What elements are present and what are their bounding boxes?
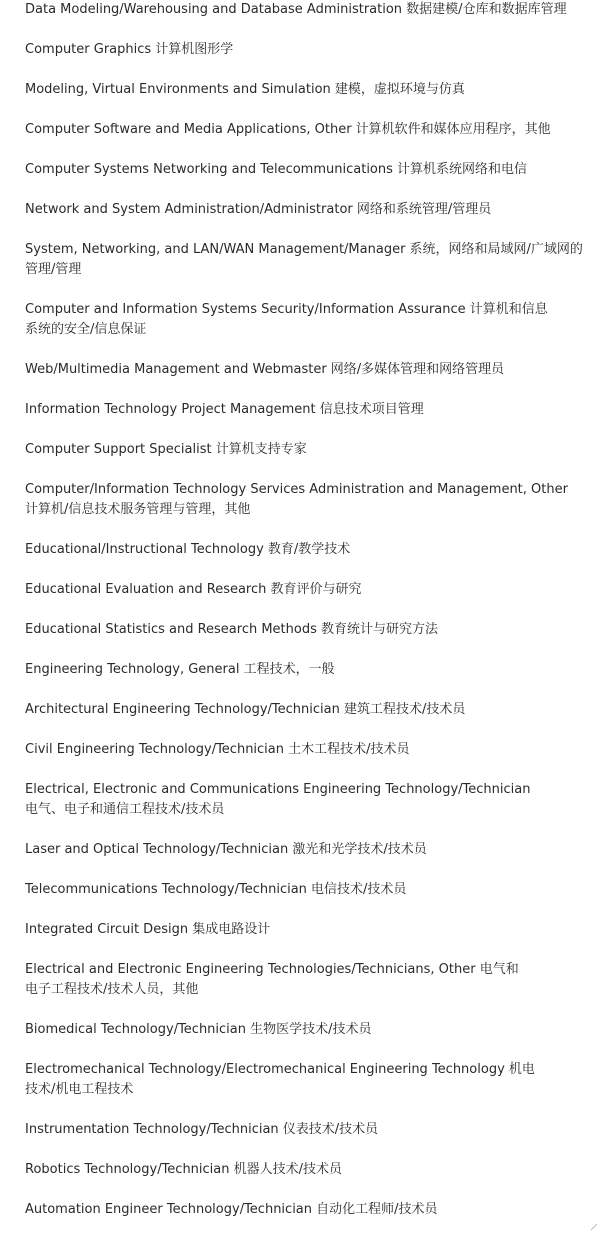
list-item bbox=[25, 120, 597, 140]
list-item bbox=[25, 300, 597, 340]
list-item-line: Architectural Engineering Technology/Technician 建筑工程技术/技术员 bbox=[25, 702, 466, 717]
list-item-line: Engineering Technology, General 工程技术，一般 bbox=[25, 662, 335, 677]
list-item bbox=[25, 440, 597, 460]
list-item-line: Educational Statistics and Research Methods 教育统计与研究方法 bbox=[25, 622, 439, 637]
list-item-line: Data Modeling/Warehousing and Database Administration 数据建模/仓库和数据库管理 bbox=[25, 2, 567, 17]
list-item bbox=[25, 400, 597, 420]
list-item bbox=[25, 1200, 597, 1220]
list-item-line: Electrical and Electronic Engineering Technologies/Technicians, Other 电气和 bbox=[25, 962, 519, 977]
list-item bbox=[25, 1120, 597, 1140]
list-item-line: Electromechanical Technology/Electromechanical Engineering Technology 机电 bbox=[25, 1062, 535, 1077]
list-item-line: Network and System Administration/Administrator 网络和系统管理/管理员 bbox=[25, 202, 492, 217]
list-item bbox=[25, 40, 597, 60]
list-item bbox=[25, 0, 597, 20]
list-item bbox=[25, 200, 597, 220]
list-item-line: Laser and Optical Technology/Technician 激光和光学技术/技术员 bbox=[25, 842, 427, 857]
list-item-line: Robotics Technology/Technician 机器人技术/技术员 bbox=[25, 1162, 343, 1177]
list-item-line: Educational Evaluation and Research 教育评价与研究 bbox=[25, 582, 362, 597]
list-item-line: Electrical, Electronic and Communications Engineering Technology/Technician bbox=[25, 782, 531, 797]
list-item bbox=[25, 740, 597, 760]
list-item bbox=[25, 780, 597, 820]
list-item bbox=[25, 1160, 597, 1180]
list-item-line: Information Technology Project Management 信息技术项目管理 bbox=[25, 402, 424, 417]
list-item-line: Computer Support Specialist 计算机支持专家 bbox=[25, 442, 307, 457]
list-item-line: 电气、电子和通信工程技术/技术员 bbox=[25, 802, 225, 817]
resize-grip-icon bbox=[590, 1223, 598, 1231]
list-item-line: 计算机/信息技术服务管理与管理，其他 bbox=[25, 502, 251, 517]
list-item-line: 管理/管理 bbox=[25, 262, 82, 277]
list-item-line: Computer Graphics 计算机图形学 bbox=[25, 42, 234, 57]
list-item bbox=[25, 840, 597, 860]
list-item-line: Instrumentation Technology/Technician 仪表技术/技术员 bbox=[25, 1122, 379, 1137]
list-item-line: Computer Software and Media Applications, Other 计算机软件和媒体应用程序，其他 bbox=[25, 122, 551, 137]
list-item-line: Biomedical Technology/Technician 生物医学技术/技术员 bbox=[25, 1022, 372, 1037]
list-item bbox=[25, 920, 597, 940]
list-item-line: Modeling, Virtual Environments and Simulation 建模，虚拟环境与仿真 bbox=[25, 82, 465, 97]
list-item-line: Computer Systems Networking and Telecommunications 计算机系统网络和电信 bbox=[25, 162, 528, 177]
list-item bbox=[25, 80, 597, 100]
list-item-line: 系统的安全/信息保证 bbox=[25, 322, 147, 337]
list-item bbox=[25, 660, 597, 680]
list-item-line: Civil Engineering Technology/Technician 土木工程技术/技术员 bbox=[25, 742, 410, 757]
list-item-line: Web/Multimedia Management and Webmaster 网络/多媒体管理和网络管理员 bbox=[25, 362, 505, 377]
list-item bbox=[25, 580, 597, 600]
list-item-line: 技术/机电工程技术 bbox=[25, 1082, 134, 1097]
list-item-line: System, Networking, and LAN/WAN Management/Manager 系统，网络和局域网/广域网的 bbox=[25, 242, 583, 257]
list-item-line: Telecommunications Technology/Technician 电信技术/技术员 bbox=[25, 882, 407, 897]
list-item-line: Automation Engineer Technology/Technician 自动化工程师/技术员 bbox=[25, 1202, 438, 1217]
list-item-line: Computer/Information Technology Services Administration and Management, Other bbox=[25, 482, 568, 497]
list-item bbox=[25, 360, 597, 380]
list-item bbox=[25, 240, 597, 280]
list-item-line: Integrated Circuit Design 集成电路设计 bbox=[25, 922, 271, 937]
list-item bbox=[25, 1060, 597, 1100]
list-item bbox=[25, 160, 597, 180]
list-item bbox=[25, 540, 597, 560]
list-item bbox=[25, 880, 597, 900]
list-item-line: Computer and Information Systems Security/Information Assurance 计算机和信息 bbox=[25, 302, 548, 317]
list-item-line: Educational/Instructional Technology 教育/教学技术 bbox=[25, 542, 351, 557]
list-item-line: 电子工程技术/技术人员，其他 bbox=[25, 982, 199, 997]
list-item bbox=[25, 1020, 597, 1040]
list-item bbox=[25, 960, 597, 1000]
list-item bbox=[25, 620, 597, 640]
list-item bbox=[25, 700, 597, 720]
list-item bbox=[25, 480, 597, 520]
